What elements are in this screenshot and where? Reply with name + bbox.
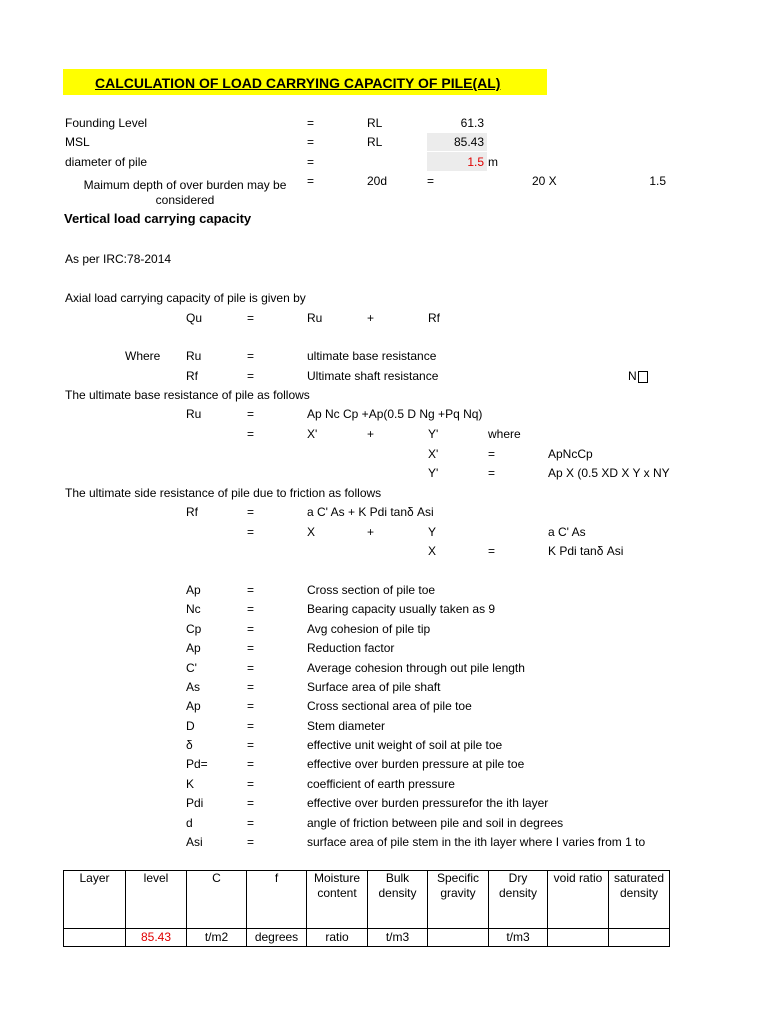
rf-row2-expr: a C' As bbox=[548, 525, 586, 539]
def-eq: = bbox=[247, 661, 255, 675]
def-eq: = bbox=[247, 835, 255, 849]
header-cell: Specific gravity bbox=[428, 871, 489, 929]
rf-row3-expr: K Pdi tanδ Asi bbox=[548, 544, 624, 558]
x-def-eq: = bbox=[488, 447, 496, 461]
def-eq: = bbox=[247, 583, 255, 597]
header-cell: Bulk density bbox=[368, 871, 428, 929]
table-cell: t/m3 bbox=[368, 929, 428, 947]
def-symbol: As bbox=[186, 680, 201, 694]
def-desc: Stem diameter bbox=[307, 719, 386, 733]
param-unit: m bbox=[488, 155, 498, 169]
x-def-symbol: X' bbox=[428, 447, 439, 461]
def-desc: Bearing capacity usually taken as 9 bbox=[307, 602, 496, 616]
param-label: MSL bbox=[65, 135, 90, 149]
param-eq: = bbox=[307, 155, 315, 169]
param-value: 85.43 bbox=[453, 135, 484, 149]
side-heading: The ultimate side resistance of pile due to friction as follows bbox=[65, 486, 382, 500]
param-value: 1.5 bbox=[467, 155, 484, 169]
ru-symbol: Ru bbox=[186, 349, 202, 363]
table-cell bbox=[548, 929, 609, 947]
table-header-row bbox=[64, 871, 670, 929]
def-symbol: K bbox=[186, 777, 195, 791]
def-symbol: Asi bbox=[186, 835, 203, 849]
param-label-multiline: Maimum depth of over burden may be considered bbox=[83, 178, 287, 207]
param-v1: 20d bbox=[367, 174, 388, 188]
rf-row3-eq: = bbox=[488, 544, 496, 558]
param-eq2: = bbox=[427, 174, 435, 188]
ru-eq: = bbox=[247, 349, 255, 363]
header-cell: C bbox=[187, 871, 247, 929]
param-unit-prefix: RL bbox=[367, 135, 383, 149]
header-cell: Moisture content bbox=[307, 871, 368, 929]
def-desc: surface area of pile stem in the ith layer where I varies from 1 to bbox=[307, 835, 646, 849]
def-eq: = bbox=[247, 602, 255, 616]
rf-symbol: Rf bbox=[186, 369, 198, 383]
y-def-symbol: Y' bbox=[428, 466, 439, 480]
param-value: 61.3 bbox=[460, 116, 484, 130]
param-eq: = bbox=[307, 174, 315, 188]
rf-row2-y: Y bbox=[428, 525, 437, 539]
param-label: Founding Level bbox=[65, 116, 148, 130]
ru-row2-eq: = bbox=[247, 427, 255, 441]
where-label: Where bbox=[125, 349, 161, 363]
table-cell bbox=[64, 929, 126, 947]
n-mark: N bbox=[628, 368, 648, 384]
table-cell bbox=[428, 929, 489, 947]
table-cell: t/m2 bbox=[187, 929, 247, 947]
box-glyph-icon bbox=[638, 371, 648, 383]
def-desc: Cross sectional area of pile toe bbox=[307, 699, 472, 713]
ru-desc: ultimate base resistance bbox=[307, 349, 437, 363]
def-desc: angle of friction between pile and soil in degrees bbox=[307, 816, 564, 830]
ru-formula-eq: = bbox=[247, 407, 255, 421]
def-eq: = bbox=[247, 796, 255, 810]
header-cell: level bbox=[126, 871, 187, 929]
y-def-eq: = bbox=[488, 466, 496, 480]
rf-row3-symbol: X bbox=[428, 544, 437, 558]
rf-row2-x: X bbox=[307, 525, 316, 539]
param-v2: 20 X bbox=[532, 174, 557, 188]
header-cell: saturated density bbox=[609, 871, 670, 929]
def-desc: coefficient of earth pressure bbox=[307, 777, 455, 791]
header-cell: void ratio bbox=[548, 871, 609, 929]
param-v3: 1.5 bbox=[649, 174, 666, 188]
param-unit-prefix: RL bbox=[367, 116, 383, 130]
rf-eq: = bbox=[247, 369, 255, 383]
def-symbol: Pd= bbox=[186, 757, 208, 771]
rf-formula-eq: = bbox=[247, 505, 255, 519]
qu-symbol: Qu bbox=[186, 311, 203, 325]
def-desc: effective over burden pressurefor the ith layer bbox=[307, 796, 549, 810]
def-eq: = bbox=[247, 757, 255, 771]
ru-row2-plus: + bbox=[367, 427, 375, 441]
def-eq: = bbox=[247, 719, 255, 733]
def-eq: = bbox=[247, 641, 255, 655]
base-heading: The ultimate base resistance of pile as follows bbox=[65, 388, 310, 402]
rf-formula-expr: a C' As + K Pdi tanδ Asi bbox=[307, 505, 434, 519]
rf-row2-eq: = bbox=[247, 525, 255, 539]
table-cell: degrees bbox=[247, 929, 307, 947]
def-symbol: Nc bbox=[186, 602, 201, 616]
section-heading: Vertical load carrying capacity bbox=[64, 211, 252, 226]
table-cell: t/m3 bbox=[489, 929, 548, 947]
qu-plus: + bbox=[367, 311, 375, 325]
def-eq: = bbox=[247, 699, 255, 713]
ru-formula-expr: Ap Nc Cp +Ap(0.5 D Ng +Pq Nq) bbox=[307, 407, 483, 421]
param-eq: = bbox=[307, 135, 315, 149]
def-desc: Surface area of pile shaft bbox=[307, 680, 441, 694]
qu-eq: = bbox=[247, 311, 255, 325]
def-eq: = bbox=[247, 777, 255, 791]
def-symbol: Pdi bbox=[186, 796, 204, 810]
def-eq: = bbox=[247, 816, 255, 830]
def-desc: effective unit weight of soil at pile toe bbox=[307, 738, 503, 752]
table-cell bbox=[609, 929, 670, 947]
def-eq: = bbox=[247, 622, 255, 636]
def-desc: Avg cohesion of pile tip bbox=[307, 622, 431, 636]
def-eq: = bbox=[247, 680, 255, 694]
qu-rf: Rf bbox=[428, 311, 440, 325]
def-symbol: Ap bbox=[186, 583, 201, 597]
def-desc: Reduction factor bbox=[307, 641, 395, 655]
param-eq: = bbox=[307, 116, 315, 130]
def-symbol: δ bbox=[186, 738, 193, 752]
def-symbol: C' bbox=[186, 661, 197, 675]
rf-row2-plus: + bbox=[367, 525, 375, 539]
x-def-expr: ApNcCp bbox=[548, 447, 593, 461]
def-symbol: d bbox=[186, 816, 193, 830]
def-desc: effective over burden pressure at pile toe bbox=[307, 757, 525, 771]
axial-text: Axial load carrying capacity of pile is given by bbox=[65, 291, 306, 305]
header-cell: Dry density bbox=[489, 871, 548, 929]
table-row bbox=[64, 929, 670, 947]
header-cell: f bbox=[247, 871, 307, 929]
rf-desc: Ultimate shaft resistance bbox=[307, 369, 439, 383]
header-cell: Layer bbox=[64, 871, 126, 929]
code-reference: As per IRC:78-2014 bbox=[65, 252, 172, 266]
param-label: diameter of pile bbox=[65, 155, 148, 169]
table-cell: 85.43 bbox=[126, 929, 187, 947]
ru-row2-x: X' bbox=[307, 427, 318, 441]
page-title: CALCULATION OF LOAD CARRYING CAPACITY OF PILE(AL) bbox=[95, 75, 501, 91]
def-desc: Cross section of pile toe bbox=[307, 583, 436, 597]
rf-formula-symbol: Rf bbox=[186, 505, 198, 519]
ru-row2-y: Y' bbox=[428, 427, 439, 441]
table-cell: ratio bbox=[307, 929, 368, 947]
y-def-expr: Ap X (0.5 XD X Y x NY bbox=[548, 466, 670, 480]
def-symbol: Ap bbox=[186, 699, 201, 713]
soil-properties-table bbox=[63, 870, 670, 947]
qu-ru: Ru bbox=[307, 311, 323, 325]
ru-row2-where: where bbox=[488, 427, 521, 441]
ru-formula-symbol: Ru bbox=[186, 407, 202, 421]
def-eq: = bbox=[247, 738, 255, 752]
def-symbol: Ap bbox=[186, 641, 201, 655]
def-symbol: Cp bbox=[186, 622, 202, 636]
def-symbol: D bbox=[186, 719, 195, 733]
def-desc: Average cohesion through out pile length bbox=[307, 661, 525, 675]
